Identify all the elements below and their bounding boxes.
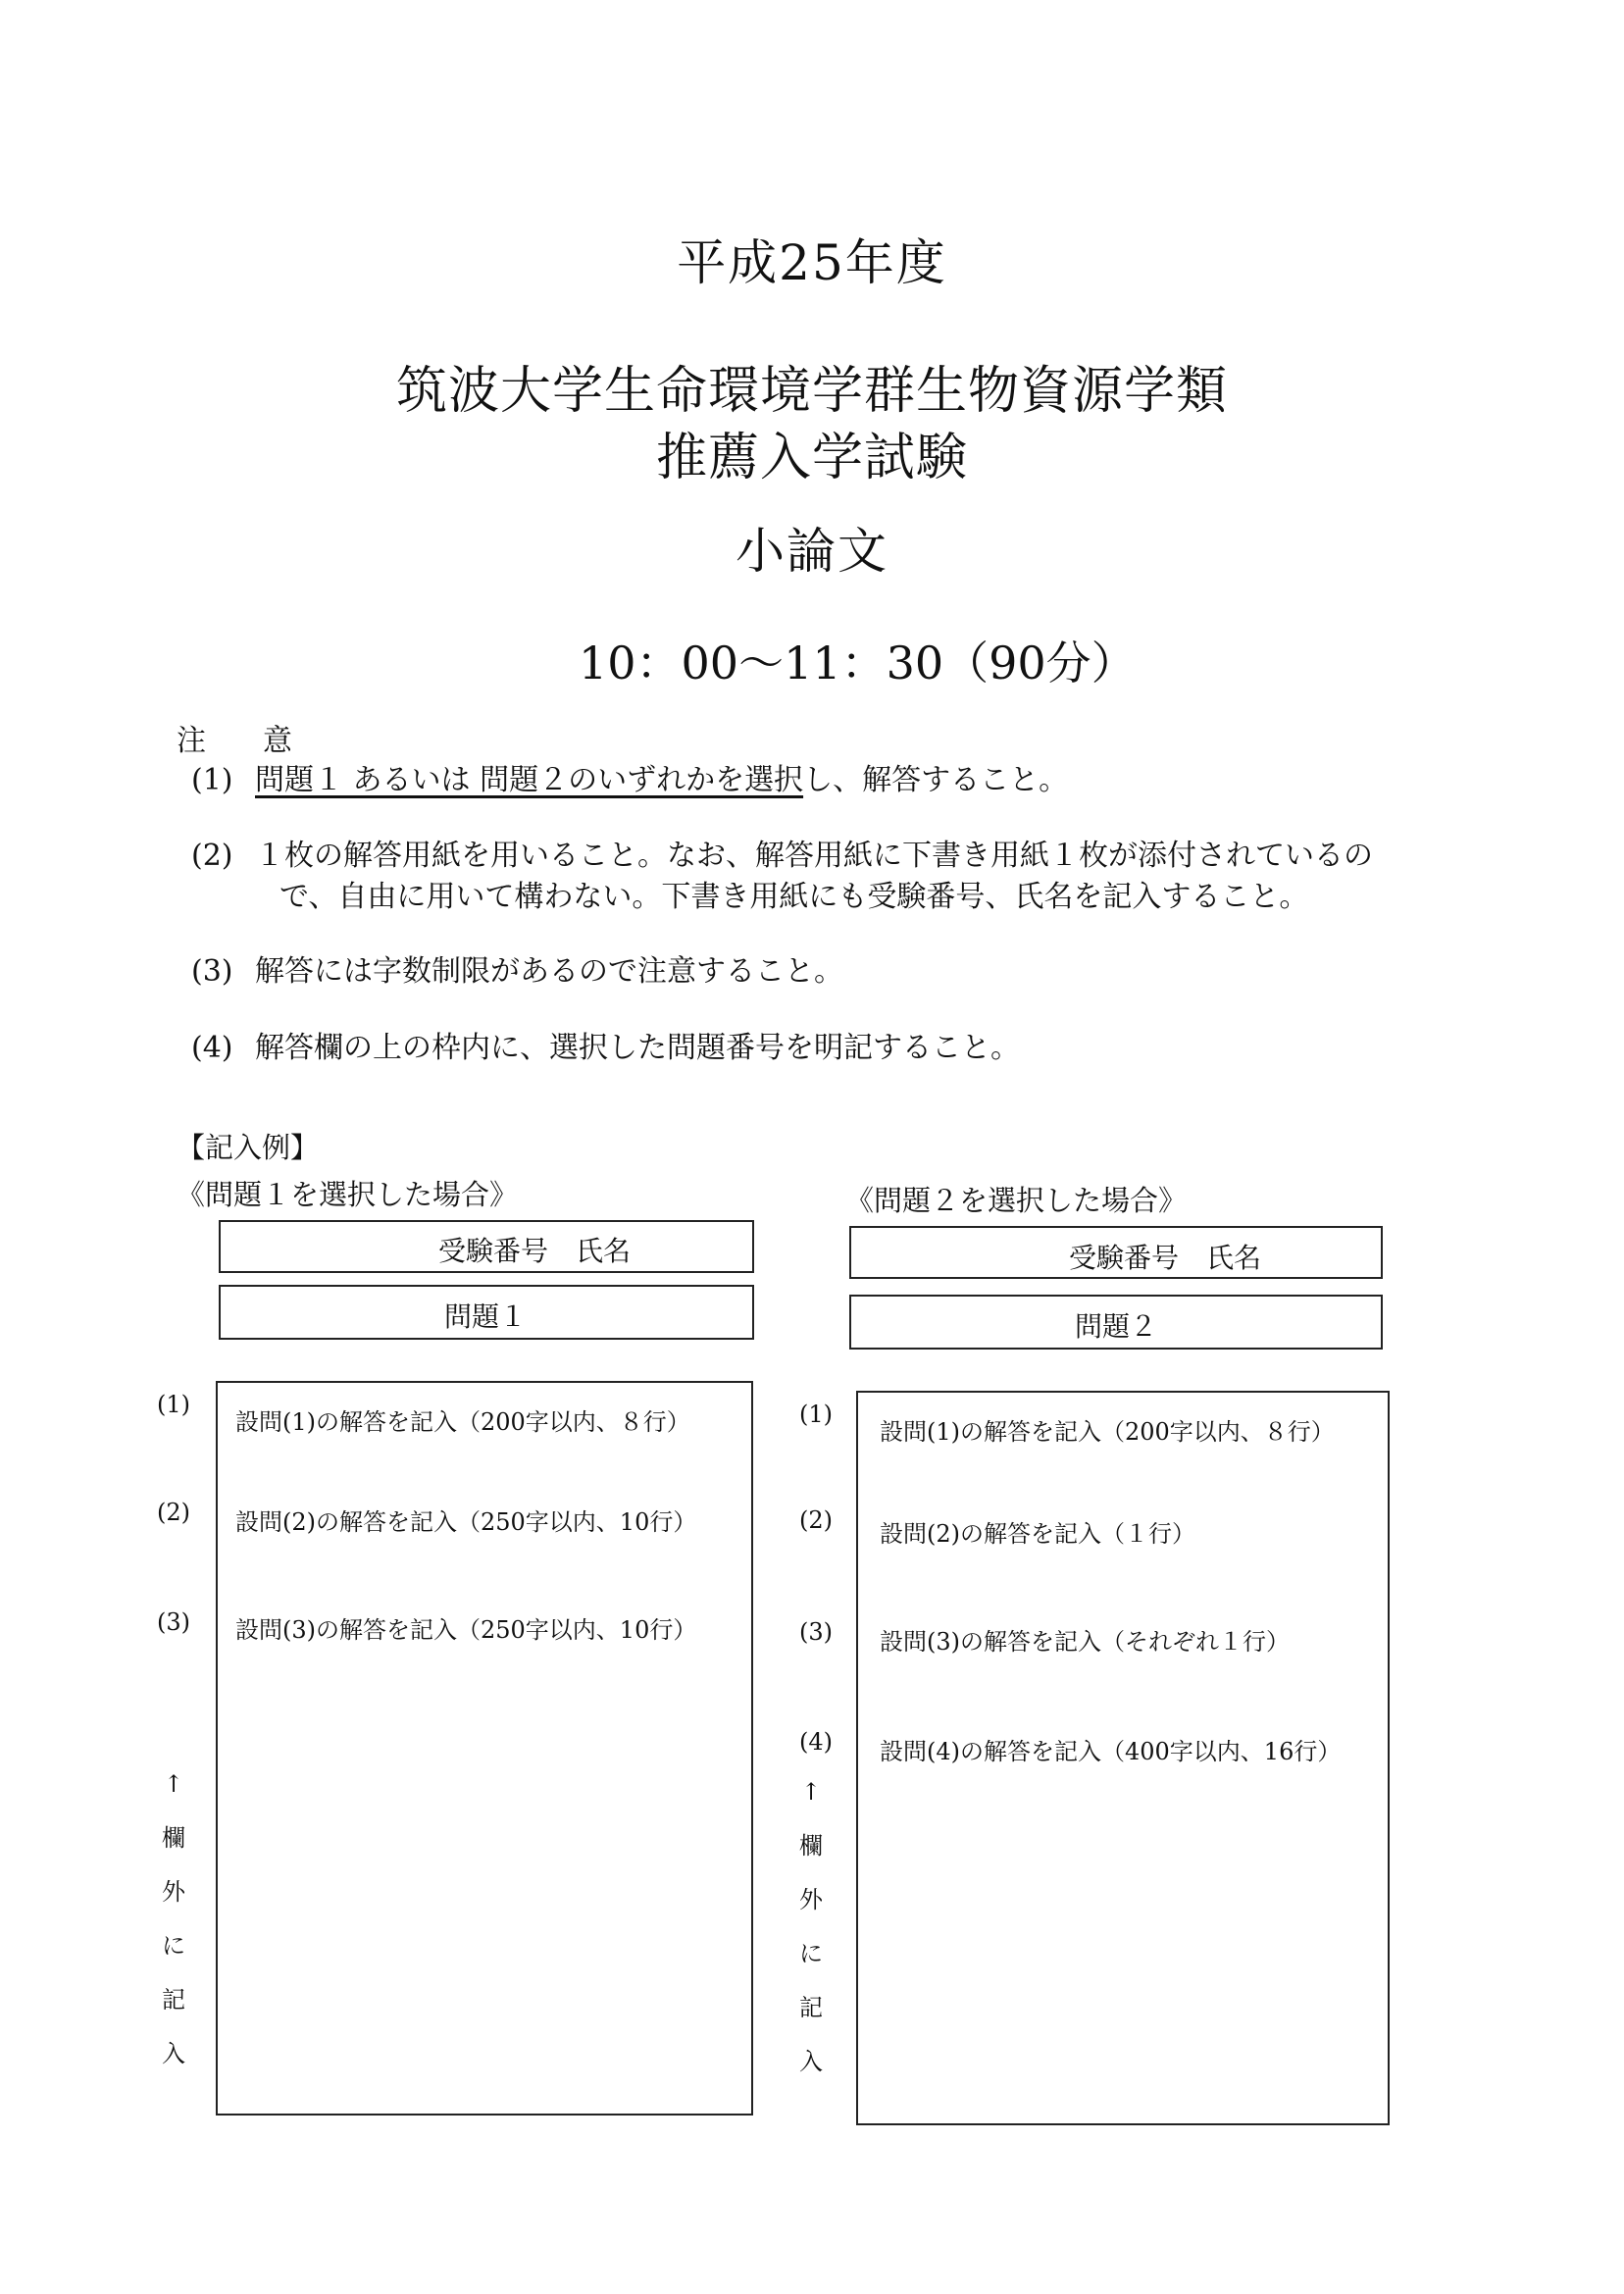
note-number: (1) [191, 763, 233, 797]
question-number: (4) [799, 1728, 833, 1756]
example-left-caption: 《問題１を選択した場合》 [177, 1178, 519, 1211]
outside-margin-note [796, 1765, 826, 2089]
question-number: (3) [799, 1618, 833, 1646]
question-instruction: 設問(3)の解答を記入（それぞれ１行） [880, 1628, 1290, 1656]
note-text: 解答には字数制限があるので注意すること。 [255, 954, 843, 989]
side-note-char: 記 [162, 1986, 185, 2014]
example-left-id-box [219, 1220, 754, 1273]
example-heading: 【記入例】 [177, 1131, 320, 1164]
example-right-problem-box [849, 1295, 1383, 1350]
notes-heading: 注 意 [177, 724, 306, 758]
question-number: (1) [157, 1391, 190, 1418]
question-instruction: 設問(2)の解答を記入（250字以内、10行） [235, 1508, 697, 1536]
exam-name: 推薦入学試験 [655, 429, 968, 487]
question-instruction: 設問(3)の解答を記入（250字以内、10行） [235, 1616, 697, 1644]
side-note-char: に [162, 1932, 185, 1960]
note-underlined-text: 問題１ あるいは 問題２のいずれかを選択 [255, 763, 804, 797]
note-number: (3) [191, 954, 233, 989]
note-number: (2) [191, 839, 233, 873]
side-note-char: 外 [162, 1878, 185, 1906]
question-instruction: 設問(4)の解答を記入（400字以内、16行） [880, 1738, 1342, 1765]
question-instruction: 設問(1)の解答を記入（200字以内、８行） [880, 1418, 1335, 1446]
example-left-answer-box [216, 1381, 753, 2116]
question-number: (1) [799, 1401, 833, 1428]
example-right-answer-box [856, 1391, 1390, 2125]
example-right-id-box [849, 1226, 1383, 1279]
example-right-caption: 《問題２を選択した場合》 [845, 1184, 1188, 1217]
question-number: (2) [799, 1506, 833, 1534]
question-number: (2) [157, 1499, 190, 1526]
example-left-problem-box [219, 1285, 754, 1340]
note-text: 解答欄の上の枠内に、選択した問題番号を明記すること。 [255, 1031, 1020, 1065]
side-note-char: に [799, 1940, 823, 1967]
up-arrow-icon: ↑ [800, 1778, 822, 1806]
question-instruction: 設問(1)の解答を記入（200字以内、８行） [235, 1408, 690, 1436]
side-note-char: 欄 [799, 1832, 823, 1860]
problem-box-label: 問題１ [444, 1300, 528, 1333]
outside-margin-note [159, 1758, 188, 2081]
question-number: (3) [157, 1608, 190, 1636]
exam-year: 平成25年度 [677, 234, 947, 291]
note-text [255, 760, 1068, 801]
university-department: 筑波大学生命環境学群生物資源学類 [395, 362, 1228, 421]
side-note-char: 外 [799, 1886, 823, 1913]
side-note-char: 入 [162, 2040, 185, 2067]
exam-time: 10：00～11：30（90分） [579, 637, 1137, 689]
id-box-label: 受験番号 氏名 [438, 1235, 632, 1267]
note-text-continued: で、自由に用いて構わない。下書き用紙にも受験番号、氏名を記入すること。 [279, 880, 1309, 914]
exam-subject: 小論文 [736, 523, 888, 580]
up-arrow-icon: ↑ [163, 1770, 184, 1798]
problem-box-label: 問題２ [1075, 1310, 1158, 1343]
side-note-char: 記 [799, 1994, 823, 2021]
note-number: (4) [191, 1031, 233, 1065]
question-instruction: 設問(2)の解答を記入（１行） [880, 1520, 1195, 1548]
side-note-char: 欄 [162, 1824, 185, 1852]
note-text-rest: し、解答すること。 [803, 763, 1069, 797]
side-note-char: 入 [799, 2048, 823, 2075]
note-text: １枚の解答用紙を用いること。なお、解答用紙に下書き用紙１枚が添付されているの [255, 839, 1373, 873]
id-box-label: 受験番号 氏名 [1069, 1242, 1262, 1274]
